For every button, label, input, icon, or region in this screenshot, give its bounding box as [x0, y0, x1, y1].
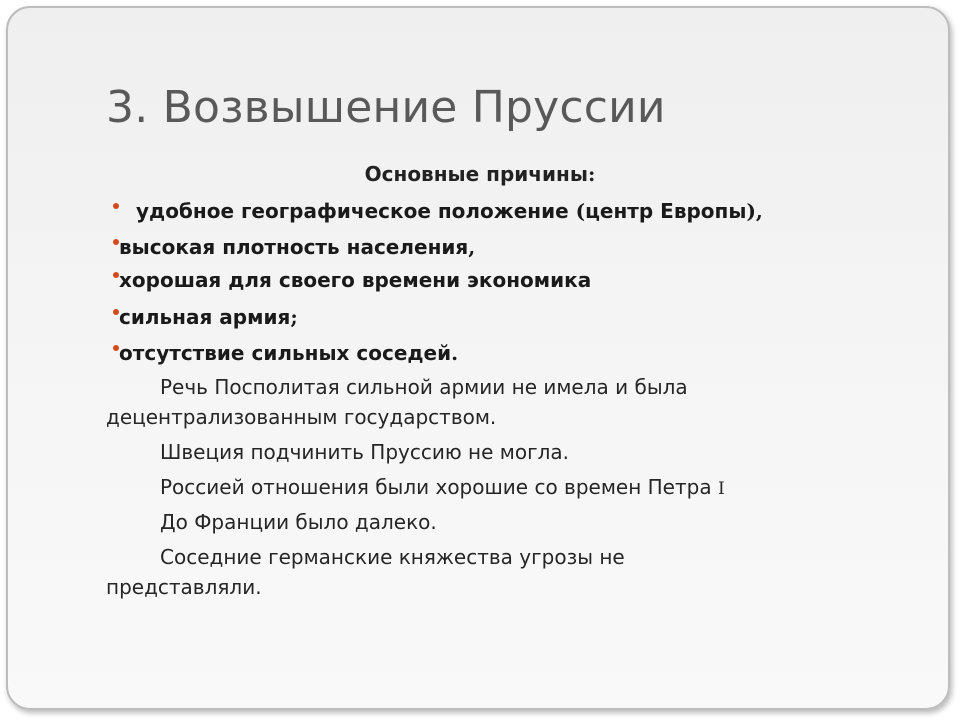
- bullet-item: [113, 305, 298, 329]
- bullet-item: [113, 235, 475, 259]
- paragraph-text: Речь Посполитая сильной армии не имела и была: [160, 375, 688, 399]
- paragraph-text: Соседние германские княжества угрозы не: [160, 545, 625, 569]
- paragraph-text: представляли.: [106, 575, 262, 599]
- roman-numeral: I: [717, 479, 725, 499]
- slide-title: 3. Возвышение Пруссии: [106, 82, 666, 133]
- paragraph-line: [106, 472, 906, 504]
- paragraph-line: [106, 372, 906, 402]
- bullet-inner: центр Европы: [585, 199, 747, 223]
- paragraph: [106, 372, 906, 432]
- bullet-suffix: ,: [468, 235, 476, 259]
- bullet-text: хорошая для своего времени экономика: [119, 268, 592, 292]
- bullet-item: [113, 268, 591, 292]
- paragraph: [106, 542, 906, 602]
- paragraph-line: [106, 437, 906, 467]
- paragraph-text: децентрализованным государством.: [106, 405, 497, 429]
- subheading-text: Основные причины: [364, 162, 588, 186]
- paragraph-text: Швеция подчинить Пруссию не могла.: [160, 440, 570, 464]
- paragraph: [106, 472, 906, 504]
- paragraph-line: [106, 507, 906, 537]
- bullet-text: отсутствие сильных соседей: [119, 341, 452, 365]
- paragraph-line: [106, 402, 906, 432]
- bullet-suffix: .: [451, 341, 459, 365]
- bullet-suffix: ;: [290, 305, 298, 329]
- subheading: [0, 162, 960, 186]
- bullet-text: удобное географическое положение: [136, 199, 576, 223]
- paragraph-line: [106, 572, 906, 602]
- paragraph-line: [106, 542, 906, 572]
- paragraph-text: До Франции было далеко.: [160, 510, 437, 534]
- paragraph: [106, 437, 906, 467]
- bullet-text: сильная армия: [119, 305, 291, 329]
- paragraph: [106, 507, 906, 537]
- bullet-paren-open: (: [575, 199, 586, 223]
- bullet-dot-icon: [113, 203, 119, 209]
- bullet-paren-close: ),: [746, 199, 763, 223]
- bullet-item: [113, 199, 763, 223]
- bullet-item: [113, 341, 458, 365]
- bullet-text: высокая плотность населения: [119, 235, 469, 259]
- paragraph-text: Россией отношения были хорошие со времен Петра: [160, 475, 712, 499]
- subheading-colon: :: [587, 162, 596, 186]
